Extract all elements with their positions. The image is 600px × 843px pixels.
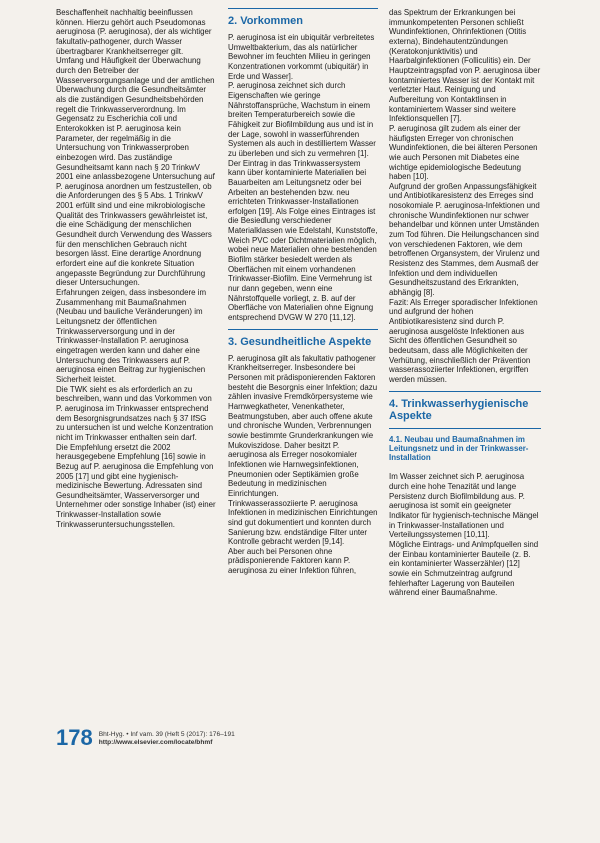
body-paragraph: Im Wasser zeichnet sich P. aeruginosa durch eine hohe Tenazität und lange Persistenz durch Biofilmbildung aus. P. aeruginosa ist somit ein geeigneter Indikator für hygienisch-technische Mängel in Trinkwasser-Installationen und Verteilungssystemen [10,11]. bbox=[389, 472, 539, 540]
footer-citation-block bbox=[99, 731, 235, 749]
section-rule bbox=[228, 329, 378, 330]
body-paragraph: Die Empfehlung ersetzt die 2002 herausgegebene Empfehlung [16] sowie in Bezug auf P. aeruginosa die Empfehlung von 2005 [17] und gibt eine hygienisch-medizinische Bewertung. Adressaten sind Gesundheitsämter, Wasserversorger und Unternehmer oder sonstige Inhaber (ist) einer Trinkwasser-Installation sowie Trinkwasseruntersuchungsstellen. bbox=[56, 442, 216, 529]
body-paragraph: Mögliche Eintrags- und Anlmpfquellen sind der Einbau kontaminierter Bauteile (z. B. ein kontaminierter Wasserzähler) [12] sowie ein Schmutzeintrag aufgrund fehlerhafter Lagerung von Bauteilen während einer Baumaßnahme. bbox=[389, 540, 539, 598]
page-footer bbox=[56, 727, 235, 749]
body-paragraph: Trinkwasserassoziierte P. aeruginosa Infektionen in medizinischen Einrichtungen sind gut dokumentiert und konnten durch Sanierung bzw. endständige Filter unter Kontrolle gebracht werden [9,14]. bbox=[228, 498, 378, 547]
section-heading-gesundheit bbox=[228, 336, 378, 348]
section-number: 2. bbox=[228, 15, 238, 27]
section-rule bbox=[389, 391, 541, 392]
body-paragraph: das Spektrum der Erkrankungen bei immunkompetenten Personen schließt Wundinfektionen, Ohrinfektionen (Otitis externa), Bindehautentzündungen (Keratokonjunktivitis) und Haarbalginfektionen (Folliculitis) ein. Der Hauptzeintragspfad von P. aeruginosa über kontaminiertes Wasser ist der Kontakt mit verletzter Haut. Reinigung und Aufbereitung von Kontaktlinsen in kontaminiertem Wasser sind weitere Infektionsquellen [7]. bbox=[389, 8, 541, 124]
left-column bbox=[56, 8, 216, 529]
page-number: 178 bbox=[56, 725, 93, 750]
section-number: 3. bbox=[228, 335, 238, 348]
section-rule bbox=[228, 8, 378, 9]
section-title: Trinkwasserhygienische Aspekte bbox=[389, 397, 529, 422]
section-title: Gesundheitliche Aspekte bbox=[240, 335, 372, 348]
section-heading-vorkommen bbox=[228, 15, 378, 27]
body-paragraph: Erfahrungen zeigen, dass insbesondere im Zusammenhang mit Baumaßnahmen (Neubau und bauliche Veränderungen) im Leitungsnetz der öffentlichen Trinkwasserversorgung und in der Trinkwasser-Installation P. aeruginosa eingetragen werden kann und daher eine Untersuchung des Trinkwassers auf P. aeruginosa einen Beitrag zur hygienischen Sicherheit leistet. bbox=[56, 288, 207, 384]
middle-column bbox=[228, 8, 378, 576]
subsection-title: Neubau und Baumaßnahmen im Leitungsnetz und in der Trinkwasser-Installation bbox=[389, 434, 529, 463]
section-title: Vorkommen bbox=[240, 15, 303, 27]
body-paragraph: Fazit: Als Erreger sporadischer Infektionen und aufgrund der hohen Antibiotikaresistenz sind durch P. aeruginosa ausgelöste Infektionen aus Sicht des öffentlichen Gesundheit so bedeutsam, dass alle Möglichkeiten der Verhütung, einschließlich der Prävention wasserassoziierter Infektionen, ergriffen werden müssen. bbox=[389, 297, 538, 384]
body-paragraph: P. aeruginosa ist ein ubiquitär verbreitetes Umweltbakterium, das als natürlicher Bewohner im feuchten Milieu in geringen Konzentrationen vorkommt (ubiquitär) in Erde und Wasser]. bbox=[228, 33, 375, 81]
subsection-heading-neubau bbox=[389, 435, 541, 463]
body-paragraph: P. aeruginosa zeichnet sich durch Eigenschaften wie geringe Nährstoffansprüche, Wachstum in einem breiten Temperaturbereich sowie die Fähigkeit zur Biofilmbildung aus und ist in der Lage, sowohl in wasserführenden Systemen als auch in destilliertem Wasser zu überleben und sich zu vermehren [1]. Der Eintrag in das Trinkwassersystem kann über kontaminierte Materialien bei Bauarbeiten am Leitungsnetz oder bei Arbeiten an bestehenden bzw. neu errichteten Trinkwasser-Installationen erfolgen [19]. Als Folge eines Eintrages ist die Besiedlung verschiedener Materialklassen wie Edelstahl, Kunststoffe, Weich PVC oder Dichtmaterialien möglich, wobei neue Materialien ohne bestehenden Biofilm stärker besiedelt werden als Oberflächen mit einem vorhandenen Trinkwasser-Biofilm. Eine Vermehrung ist nur dann gegeben, wenn eine Nährstoffquelle vorliegt, z. B. auf der Oberfläche von Materialien ohne Eignung entsprechend DVGW W 270 [11,12]. bbox=[228, 81, 378, 323]
body-paragraph: P. aeruginosa gilt als fakultativ pathogener Krankheitserreger. Insbesondere bei Personen mit prädisponierenden Faktoren besteht die Besorgnis einer Infektion; dazu zählen invasive Fremdkörpersysteme wie Harnwegkatheter, Venenkatheter, Beatmungstuben, aber auch offene akute und chronische Wunden, Verbrennungen sowie bestimmte Grunderkrankungen wie Mukoviszidose. Daher besitzt P. aeruginosa als Erreger nosokomialer Infektionen wie Harnwegsinfektionen, Pneumonien oder Septikämien große Bedeutung in medizinischen Einrichtungen. bbox=[228, 353, 378, 498]
body-paragraph: Aber auch bei Personen ohne prädisponierende Faktoren kann P. aeruginosa zu einer Infektion führen, bbox=[228, 546, 357, 576]
journal-url-link[interactable]: http://www.elsevier.com/locate/bhmf bbox=[98, 739, 213, 746]
body-paragraph: P. aeruginosa gilt zudem als einer der häufigsten Erreger von chronischen Wundinfektionen, die bei älteren Personen wie auch Personen mit Diabetes eine wichtige epidemiologische Bedeutung haben [10]. bbox=[389, 123, 538, 182]
section-heading-trinkwasserhygiene bbox=[389, 398, 541, 422]
subsection-number: 4.1. bbox=[389, 434, 403, 444]
section-number: 4. bbox=[389, 397, 399, 410]
body-paragraph: Die TWK sieht es als erforderlich an zu beschreiben, wann und das Vorkommen von P. aeruginosa im Trinkwasser entsprechend dem Besorgnisgrundsatzes nach § 37 IfSG zu untersuchen ist und welche Konzentration nicht im Trinkwasser enthalten sein darf. bbox=[56, 384, 214, 442]
body-paragraph: Aufgrund der großen Anpassungsfähigkeit und Antibiotikaresistenz des Erreges sind nosokomiale P. aeruginosa-Infektionen und chronische Wundinfektionen nur schwer behandelbar und können unter Umständen zum Tod führen. Die Heilungschancen sind von verschiedenen Faktoren, wie dem betroffenen Organsystem, der Virulenz und Resistenz des Stammes, dem Ausmaß der Infektion und dem individuellen Gesundheitszustand des Erkrankten, abhängig [8]. bbox=[389, 181, 540, 298]
body-paragraph: Umfang und Häufigkeit der Überwachung durch den Betreiber der Wasserversorgungsanlage und der amtlichen Überwachung durch die Gesundheitsämter als die zuständigen Gesundheitsbehörden regelt die Trinkwasserverordnung. Im Gegensatz zu Escherichia coli und Enterokokken ist P. aeruginosa kein Parameter, der regelmäßig in die Untersuchung von Trinkwasserproben einbezogen wird. Das zuständige Gesundheitsamt kann nach § 20 TrinkwV 2001 eine anlassbezogene Untersuchung auf P. aeruginosa anordnen um festzustellen, ob die Anforderungen des § 5 Abs. 1 TrinkwV 2001 erfüllt sind und eine mikrobiologische Qualität des Trinkwassers gewährleistet ist, die eine Schädigung der menschlichen Gesundheit durch Verwendung des Wassers für den menschlichen Gebrauch nicht besorgen lässt. Eine derartige Anordnung erfordert eine auf die konkrete Situation angepasste Begründung zur Durchführung dieser Untersuchungen. bbox=[56, 56, 215, 288]
body-paragraph: Beschaffenheit nachhaltig beeinflussen können. Hierzu gehört auch Pseudomonas aeruginosa (P. aeruginosa), der als wichtiger fakultativ-pathogener, durch Wasser übertragbarer Krankheitserreger gilt. bbox=[56, 8, 212, 56]
subsection-rule bbox=[389, 428, 541, 429]
right-column bbox=[389, 8, 541, 598]
journal-citation: Bht-Hyg. • Inf vam. 39 (Heft 5 (2017): 176–191 bbox=[98, 731, 235, 738]
